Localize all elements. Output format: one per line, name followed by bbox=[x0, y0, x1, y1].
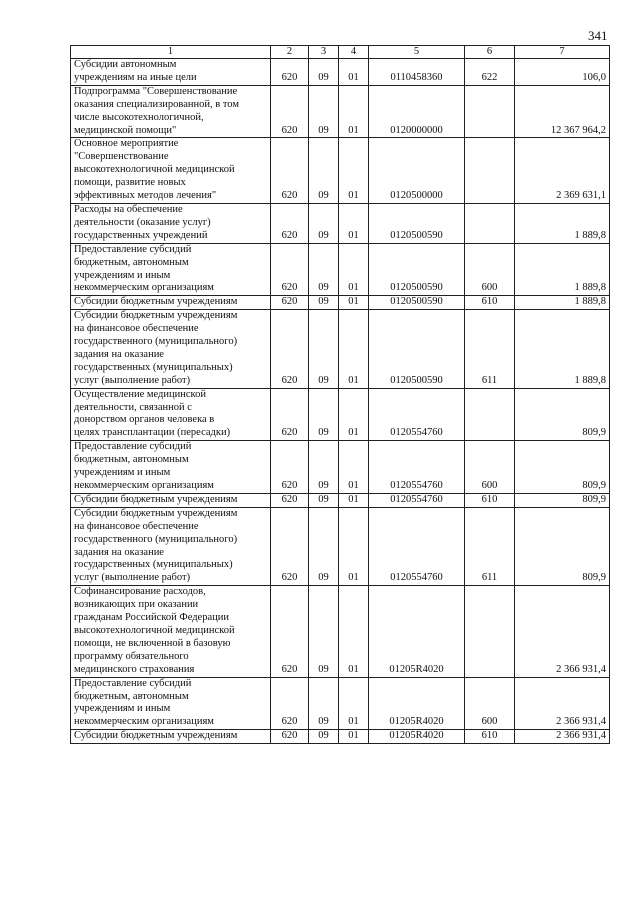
table-row bbox=[71, 243, 610, 296]
row-name bbox=[71, 677, 271, 730]
admin-code: 620 bbox=[271, 310, 309, 388]
section-code: 09 bbox=[309, 507, 339, 585]
section-code: 09 bbox=[309, 441, 339, 494]
expense-kind-code: 610 bbox=[465, 730, 515, 744]
table-row bbox=[71, 493, 610, 507]
amount: 1 889,8 bbox=[515, 243, 610, 296]
target-code: 0120554760 bbox=[369, 507, 465, 585]
row-name-line: задания на оказание bbox=[74, 348, 164, 360]
row-name bbox=[71, 59, 271, 86]
row-name-line: Софинансирование расходов, bbox=[74, 586, 206, 598]
row-name-line: Субсидии автономным bbox=[74, 59, 177, 70]
row-name-line: государственных (муниципальных) bbox=[74, 361, 233, 373]
amount: 106,0 bbox=[515, 59, 610, 86]
admin-code: 620 bbox=[271, 203, 309, 243]
section-code: 09 bbox=[309, 296, 339, 310]
row-name-line: бюджетным, автономным bbox=[74, 256, 189, 268]
row-name-line: учреждениям на иные цели bbox=[74, 71, 197, 83]
row-name-line: на финансовое обеспечение bbox=[74, 323, 199, 335]
target-code: 0120554760 bbox=[369, 493, 465, 507]
expense-kind-code: 600 bbox=[465, 243, 515, 296]
section-code: 09 bbox=[309, 493, 339, 507]
row-name-line: программу обязательного bbox=[74, 650, 189, 662]
row-name-line: оказания специализированной, в том bbox=[74, 98, 239, 110]
target-code: 0120500590 bbox=[369, 243, 465, 296]
subsection-code: 01 bbox=[339, 59, 369, 86]
target-code: 0120554760 bbox=[369, 388, 465, 441]
admin-code: 620 bbox=[271, 243, 309, 296]
expense-kind-code bbox=[465, 138, 515, 204]
admin-code: 620 bbox=[271, 586, 309, 677]
row-name-line: эффективных методов лечения" bbox=[74, 190, 217, 202]
admin-code: 620 bbox=[271, 441, 309, 494]
section-code: 09 bbox=[309, 730, 339, 744]
header-row bbox=[71, 46, 610, 59]
row-name bbox=[71, 586, 271, 677]
section-code: 09 bbox=[309, 677, 339, 730]
row-name-line: Субсидии бюджетным учреждениям bbox=[74, 493, 238, 505]
section-code: 09 bbox=[309, 388, 339, 441]
row-name-line: "Совершенствование bbox=[74, 151, 169, 163]
table-row bbox=[71, 730, 610, 744]
budget-table bbox=[70, 45, 610, 744]
row-name-line: числе высокотехнологичной, bbox=[74, 111, 204, 123]
amount: 1 889,8 bbox=[515, 310, 610, 388]
row-name-line: помощи, развитие новых bbox=[74, 177, 186, 189]
admin-code: 620 bbox=[271, 296, 309, 310]
table-row bbox=[71, 59, 610, 86]
row-name-line: медицинской помощи" bbox=[74, 124, 177, 136]
target-code: 0120500590 bbox=[369, 203, 465, 243]
row-name-line: возникающих при оказании bbox=[74, 599, 199, 611]
row-name bbox=[71, 243, 271, 296]
row-name-line: Субсидии бюджетным учреждениям bbox=[74, 310, 238, 322]
row-name-line: гражданам Российской Федерации bbox=[74, 612, 229, 624]
amount: 2 366 931,4 bbox=[515, 586, 610, 677]
subsection-code: 01 bbox=[339, 296, 369, 310]
subsection-code: 01 bbox=[339, 493, 369, 507]
column-header: 7 bbox=[515, 46, 610, 59]
subsection-code: 01 bbox=[339, 507, 369, 585]
row-name-line: задания на оказание bbox=[74, 546, 164, 558]
expense-kind-code: 610 bbox=[465, 296, 515, 310]
expense-kind-code: 600 bbox=[465, 441, 515, 494]
row-name bbox=[71, 203, 271, 243]
column-header: 2 bbox=[271, 46, 309, 59]
row-name-line: Осуществление медицинской bbox=[74, 388, 206, 400]
row-name-line: Подпрограмма "Совершенствование bbox=[74, 85, 238, 97]
column-header: 1 bbox=[71, 46, 271, 59]
row-name-line: услуг (выполнение работ) bbox=[74, 572, 191, 584]
row-name-line: государственного (муниципального) bbox=[74, 336, 238, 348]
subsection-code: 01 bbox=[339, 388, 369, 441]
expense-kind-code bbox=[465, 203, 515, 243]
expense-kind-code bbox=[465, 388, 515, 441]
table-row bbox=[71, 586, 610, 677]
target-code: 01205R4020 bbox=[369, 677, 465, 730]
admin-code: 620 bbox=[271, 677, 309, 730]
subsection-code: 01 bbox=[339, 441, 369, 494]
section-code: 09 bbox=[309, 85, 339, 138]
page-number: 341 bbox=[588, 28, 608, 43]
amount: 809,9 bbox=[515, 493, 610, 507]
row-name-line: государственного (муниципального) bbox=[74, 533, 238, 545]
table-row bbox=[71, 507, 610, 585]
subsection-code: 01 bbox=[339, 310, 369, 388]
table-row bbox=[71, 441, 610, 494]
row-name-line: бюджетным, автономным bbox=[74, 454, 189, 466]
subsection-code: 01 bbox=[339, 138, 369, 204]
row-name-line: помощи, не включенной в базовую bbox=[74, 637, 231, 649]
admin-code: 620 bbox=[271, 388, 309, 441]
row-name-line: учреждениям и иным bbox=[74, 467, 171, 479]
target-code: 0120500000 bbox=[369, 138, 465, 204]
section-code: 09 bbox=[309, 586, 339, 677]
expense-kind-code: 611 bbox=[465, 310, 515, 388]
row-name-line: Основное мероприятие bbox=[74, 138, 179, 150]
amount: 809,9 bbox=[515, 507, 610, 585]
row-name bbox=[71, 507, 271, 585]
expense-kind-code bbox=[465, 85, 515, 138]
admin-code: 620 bbox=[271, 730, 309, 744]
row-name bbox=[71, 138, 271, 204]
row-name-line: целях трансплантации (пересадки) bbox=[74, 427, 231, 439]
row-name-line: государственных (муниципальных) bbox=[74, 559, 233, 571]
row-name-line: бюджетным, автономным bbox=[74, 690, 189, 702]
subsection-code: 01 bbox=[339, 730, 369, 744]
table-row bbox=[71, 310, 610, 388]
amount: 1 889,8 bbox=[515, 296, 610, 310]
section-code: 09 bbox=[309, 59, 339, 86]
row-name-line: Субсидии бюджетным учреждениям bbox=[74, 296, 238, 308]
expense-kind-code bbox=[465, 586, 515, 677]
expense-kind-code: 610 bbox=[465, 493, 515, 507]
row-name-line: медицинского страхования bbox=[74, 663, 195, 675]
column-header: 4 bbox=[339, 46, 369, 59]
row-name-line: донорством органов человека в bbox=[74, 414, 215, 426]
row-name bbox=[71, 296, 271, 310]
expense-kind-code: 622 bbox=[465, 59, 515, 86]
row-name bbox=[71, 730, 271, 744]
row-name bbox=[71, 310, 271, 388]
expense-kind-code: 600 bbox=[465, 677, 515, 730]
amount: 809,9 bbox=[515, 388, 610, 441]
section-code: 09 bbox=[309, 310, 339, 388]
row-name-line: учреждениям и иным bbox=[74, 703, 171, 715]
subsection-code: 01 bbox=[339, 243, 369, 296]
admin-code: 620 bbox=[271, 493, 309, 507]
table-row bbox=[71, 85, 610, 138]
row-name-line: деятельности (оказание услуг) bbox=[74, 216, 211, 228]
row-name-line: деятельности, связанной с bbox=[74, 401, 192, 413]
target-code: 0120500590 bbox=[369, 310, 465, 388]
subsection-code: 01 bbox=[339, 203, 369, 243]
admin-code: 620 bbox=[271, 59, 309, 86]
row-name-line: услуг (выполнение работ) bbox=[74, 374, 191, 386]
row-name-line: некоммерческим организациям bbox=[74, 716, 214, 728]
amount: 12 367 964,2 bbox=[515, 85, 610, 138]
row-name-line: государственных учреждений bbox=[74, 229, 208, 241]
target-code: 0120554760 bbox=[369, 441, 465, 494]
row-name-line: Предоставление субсидий bbox=[74, 243, 192, 255]
row-name bbox=[71, 441, 271, 494]
target-code: 01205R4020 bbox=[369, 586, 465, 677]
row-name-line: Предоставление субсидий bbox=[74, 677, 192, 689]
amount: 2 366 931,4 bbox=[515, 677, 610, 730]
section-code: 09 bbox=[309, 243, 339, 296]
subsection-code: 01 bbox=[339, 677, 369, 730]
admin-code: 620 bbox=[271, 85, 309, 138]
target-code: 0120000000 bbox=[369, 85, 465, 138]
table-row bbox=[71, 138, 610, 204]
target-code: 01205R4020 bbox=[369, 730, 465, 744]
row-name-line: некоммерческим организациям bbox=[74, 282, 214, 294]
admin-code: 620 bbox=[271, 138, 309, 204]
expense-kind-code: 611 bbox=[465, 507, 515, 585]
target-code: 0120500590 bbox=[369, 296, 465, 310]
amount: 809,9 bbox=[515, 441, 610, 494]
table-body bbox=[71, 59, 610, 744]
row-name bbox=[71, 493, 271, 507]
row-name-line: Субсидии бюджетным учреждениям bbox=[74, 507, 238, 519]
table-row bbox=[71, 388, 610, 441]
amount: 1 889,8 bbox=[515, 203, 610, 243]
row-name-line: учреждениям и иным bbox=[74, 269, 171, 281]
amount: 2 366 931,4 bbox=[515, 730, 610, 744]
row-name-line: Расходы на обеспечение bbox=[74, 203, 183, 215]
row-name bbox=[71, 388, 271, 441]
subsection-code: 01 bbox=[339, 586, 369, 677]
row-name-line: некоммерческим организациям bbox=[74, 480, 214, 491]
row-name-line: на финансовое обеспечение bbox=[74, 520, 199, 532]
target-code: 0110458360 bbox=[369, 59, 465, 86]
row-name bbox=[71, 85, 271, 138]
table-row bbox=[71, 203, 610, 243]
column-header: 5 bbox=[369, 46, 465, 59]
column-header: 3 bbox=[309, 46, 339, 59]
table-row bbox=[71, 677, 610, 730]
row-name-line: Субсидии бюджетным учреждениям bbox=[74, 730, 238, 742]
subsection-code: 01 bbox=[339, 85, 369, 138]
column-header: 6 bbox=[465, 46, 515, 59]
table-row bbox=[71, 296, 610, 310]
amount: 2 369 631,1 bbox=[515, 138, 610, 204]
row-name-line: высокотехнологичной медицинской bbox=[74, 164, 235, 176]
section-code: 09 bbox=[309, 203, 339, 243]
row-name-line: Предоставление субсидий bbox=[74, 441, 192, 453]
row-name-line: высокотехнологичной медицинской bbox=[74, 624, 235, 636]
admin-code: 620 bbox=[271, 507, 309, 585]
section-code: 09 bbox=[309, 138, 339, 204]
